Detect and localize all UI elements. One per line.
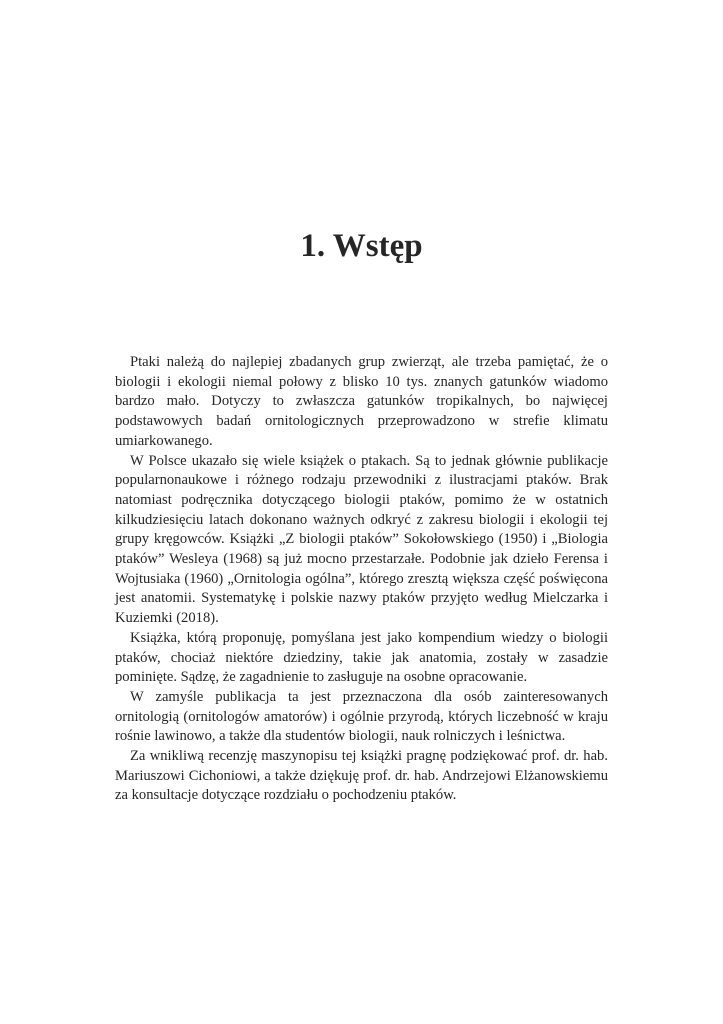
paragraph-audience: W zamyśle publikacja ta jest przeznaczona dla osób zainteresowanych ornitologią (ornitologów amatorów) i ogólnie przyrodą, których liczebność w kraju rośnie lawinowo, a także dla studentów biologii, nauk rolniczych i leśnictwa. bbox=[115, 688, 608, 745]
paragraph-polish-books: W Polsce ukazało się wiele książek o ptakach. Są to jednak głównie publikacje popularnonaukowe i różnego rodzaju przewodniki z ilustracjami ptaków. Brak natomiast podręcznika dotyczącego biologii ptaków, pomimo że w ostatnich kilkudziesięciu latach dokonano ważnych odkryć z zakresu biologii i ekologii tej grupy kręgowców. Książki „Z biologii ptaków” Sokołowskiego (1950) i „Biologia ptaków” Wesleya (1968) są już mocno przestarzałe. Podobnie jak dzieło Ferensa i Wojtusiaka (1960) „Ornitologia ogólna”, którego zresztą większa część poświęcona jest anatomii. Systematykę i polskie nazwy ptaków przyjęto według Mielczarka i Kuziemki (2018). bbox=[115, 452, 608, 627]
paragraph-acknowledgements: Za wnikliwą recenzję maszynopisu tej książki pragnę podziękować prof. dr. hab. Mariuszowi Cichoniowi, a także dziękuję prof. dr. hab. Andrzejowi Elżanowskiemu za konsultacje dotyczące rozdziału o pochodzeniu ptaków. bbox=[115, 748, 608, 804]
paragraph-intro: Ptaki należą do najlepiej zbadanych grup zwierząt, ale trzeba pamiętać, że o biologii i ekologii niemal połowy z blisko 10 tys. znanych gatunków wiadomo bardzo mało. Dotyczy to zwłaszcza gatunków tropikalnych, bo najwięcej podstawowych badań ornitologicznych przeprowadzono w strefie klimatu umiarkowanego. bbox=[115, 354, 608, 449]
paragraph-compendium: Książka, którą proponuję, pomyślana jest jako kompendium wiedzy o biologii ptaków, chociaż niektóre dziedziny, takie jak anatomia, zostały w zasadzie pominięte. Sądzę, że zagadnienie to zasługuje na osobne opracowanie. bbox=[115, 629, 608, 686]
chapter-title: 1. Wstęp bbox=[300, 228, 423, 264]
chapter-body bbox=[115, 353, 608, 806]
